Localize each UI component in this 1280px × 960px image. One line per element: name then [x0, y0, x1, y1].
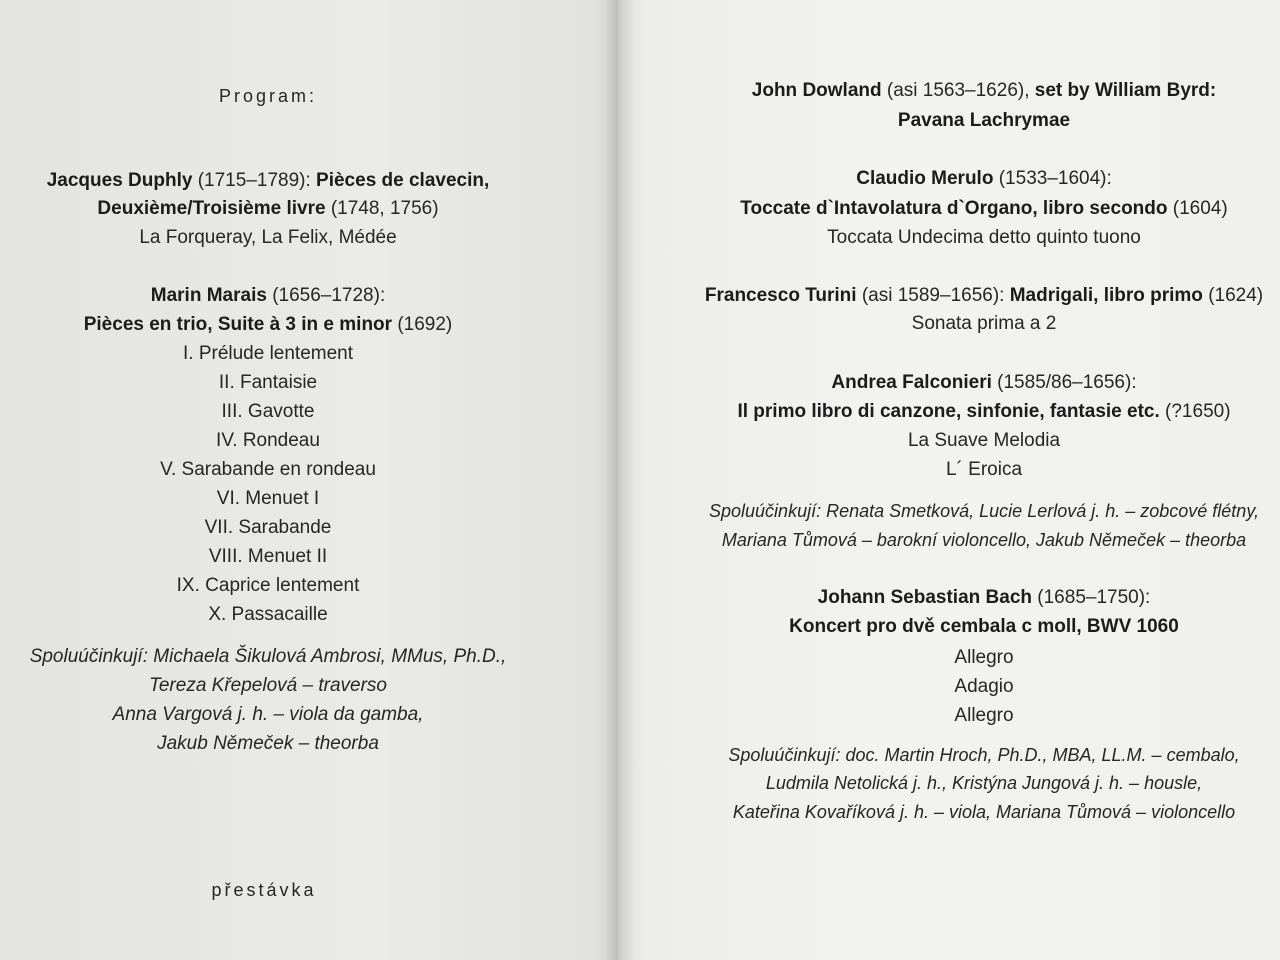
duphly-line-2	[97, 197, 438, 221]
composer-name: Claudio Merulo	[856, 168, 994, 189]
movement-item: X. Passacaille	[208, 604, 328, 625]
performers-line: Kateřina Kovaříková j. h. – viola, Mariana Tůmová – violoncello	[732, 802, 1236, 822]
movement-item: Allegro	[954, 705, 1014, 726]
duphly-pieces: La Forqueray, La Felix, Médée	[139, 227, 397, 248]
work-title: Koncert pro dvě cembala c moll, BWV 1060	[789, 616, 1179, 637]
performers-line: Spoluúčinkují: Renata Smetková, Lucie Lerlová j. h. – zobcové flétny,	[709, 501, 1259, 521]
merulo-piece: Toccata Undecima detto quinto tuono	[827, 227, 1141, 248]
marais-line-2	[84, 313, 453, 337]
merulo-line-1	[856, 167, 1112, 191]
composer-name: John Dowland	[751, 80, 882, 101]
composer-dates: (1585/86–1656):	[991, 372, 1137, 393]
program-heading: Program:	[218, 86, 318, 106]
dowland-work	[898, 109, 1070, 133]
movement-item: I. Prélude lentement	[182, 343, 354, 364]
composer-name: Francesco Turini	[704, 285, 857, 306]
movement-item: Allegro	[954, 647, 1014, 668]
falconieri-line-1	[831, 371, 1136, 395]
work-title: Pavana Lachrymae	[897, 110, 1071, 131]
performers-line: Spoluúčinkují: doc. Martin Hroch, Ph.D., MBA, LL.M. – cembalo,	[728, 745, 1240, 765]
piece-item: La Suave Melodia	[907, 430, 1061, 451]
merulo-line-2	[740, 197, 1227, 221]
work-title: Pièces en trio, Suite à 3 in e minor	[83, 314, 393, 335]
movement-item: IV. Rondeau	[216, 430, 320, 451]
composer-name: Marin Marais	[150, 285, 267, 306]
performers-line: Anna Vargová j. h. – viola da gamba,	[112, 704, 424, 725]
work-title: Pièces de clavecin,	[316, 170, 490, 191]
movement-item: VI. Menuet I	[216, 488, 320, 509]
movement-item: III. Gavotte	[221, 401, 315, 422]
marais-line-1	[151, 284, 385, 308]
work-title: Deuxième/Troisième livre	[97, 198, 326, 219]
movement-item: V. Sarabande en rondeau	[160, 459, 376, 480]
work-date: (?1650)	[1159, 401, 1231, 422]
turini-piece: Sonata prima a 2	[911, 313, 1057, 334]
work-date: (1604)	[1167, 198, 1228, 219]
duphly-line-1	[47, 169, 490, 193]
performers-line: Mariana Tůmová – barokní violoncello, Jakub Němeček – theorba	[721, 530, 1247, 550]
bach-line-2	[789, 615, 1179, 639]
arranger-credit: set by William Byrd:	[1034, 80, 1217, 101]
performers-line: Ludmila Netolická j. h., Kristýna Jungová j. h. – housle,	[765, 773, 1203, 793]
work-title: Il primo libro di canzone, sinfonie, fantasie etc.	[737, 401, 1160, 422]
performers-line: Tereza Křepelová – traverso	[149, 675, 387, 696]
performers-line: Jakub Němeček – theorba	[157, 733, 379, 754]
work-title: Madrigali, libro primo	[1009, 285, 1203, 306]
falconieri-line-2	[737, 400, 1230, 424]
composer-dates: (asi 1563–1626),	[881, 80, 1035, 101]
composer-dates: (1533–1604):	[993, 168, 1112, 189]
movement-item: II. Fantaisie	[218, 372, 318, 393]
intermission-label: přestávka	[211, 880, 317, 900]
composer-dates: (1656–1728):	[266, 285, 386, 306]
movement-item: IX. Caprice lentement	[176, 575, 360, 596]
movement-item: VIII. Menuet II	[208, 546, 328, 567]
composer-name: Andrea Falconieri	[831, 372, 992, 393]
composer-dates: (asi 1589–1656):	[856, 285, 1010, 306]
dowland-line-1	[752, 79, 1216, 103]
work-date: (1692)	[392, 314, 453, 335]
composer-dates: (1715–1789):	[192, 170, 317, 191]
turini-line-1	[705, 284, 1263, 308]
composer-name: Johann Sebastian Bach	[817, 587, 1033, 608]
right-page	[620, 0, 1280, 960]
piece-item: L´ Eroica	[945, 459, 1023, 480]
movement-item: Adagio	[954, 676, 1014, 697]
work-title: Toccate d`Intavolatura d`Organo, libro secondo	[740, 198, 1168, 219]
movement-item: VII. Sarabande	[204, 517, 332, 538]
work-dates: (1748, 1756)	[325, 198, 439, 219]
performers-line: Spoluúčinkují: Michaela Šikulová Ambrosi, MMus, Ph.D.,	[29, 646, 507, 667]
composer-name: Jacques Duphly	[46, 170, 193, 191]
bach-line-1	[818, 586, 1151, 610]
composer-dates: (1685–1750):	[1032, 587, 1151, 608]
work-date: (1624)	[1202, 285, 1264, 306]
left-page	[0, 0, 618, 960]
